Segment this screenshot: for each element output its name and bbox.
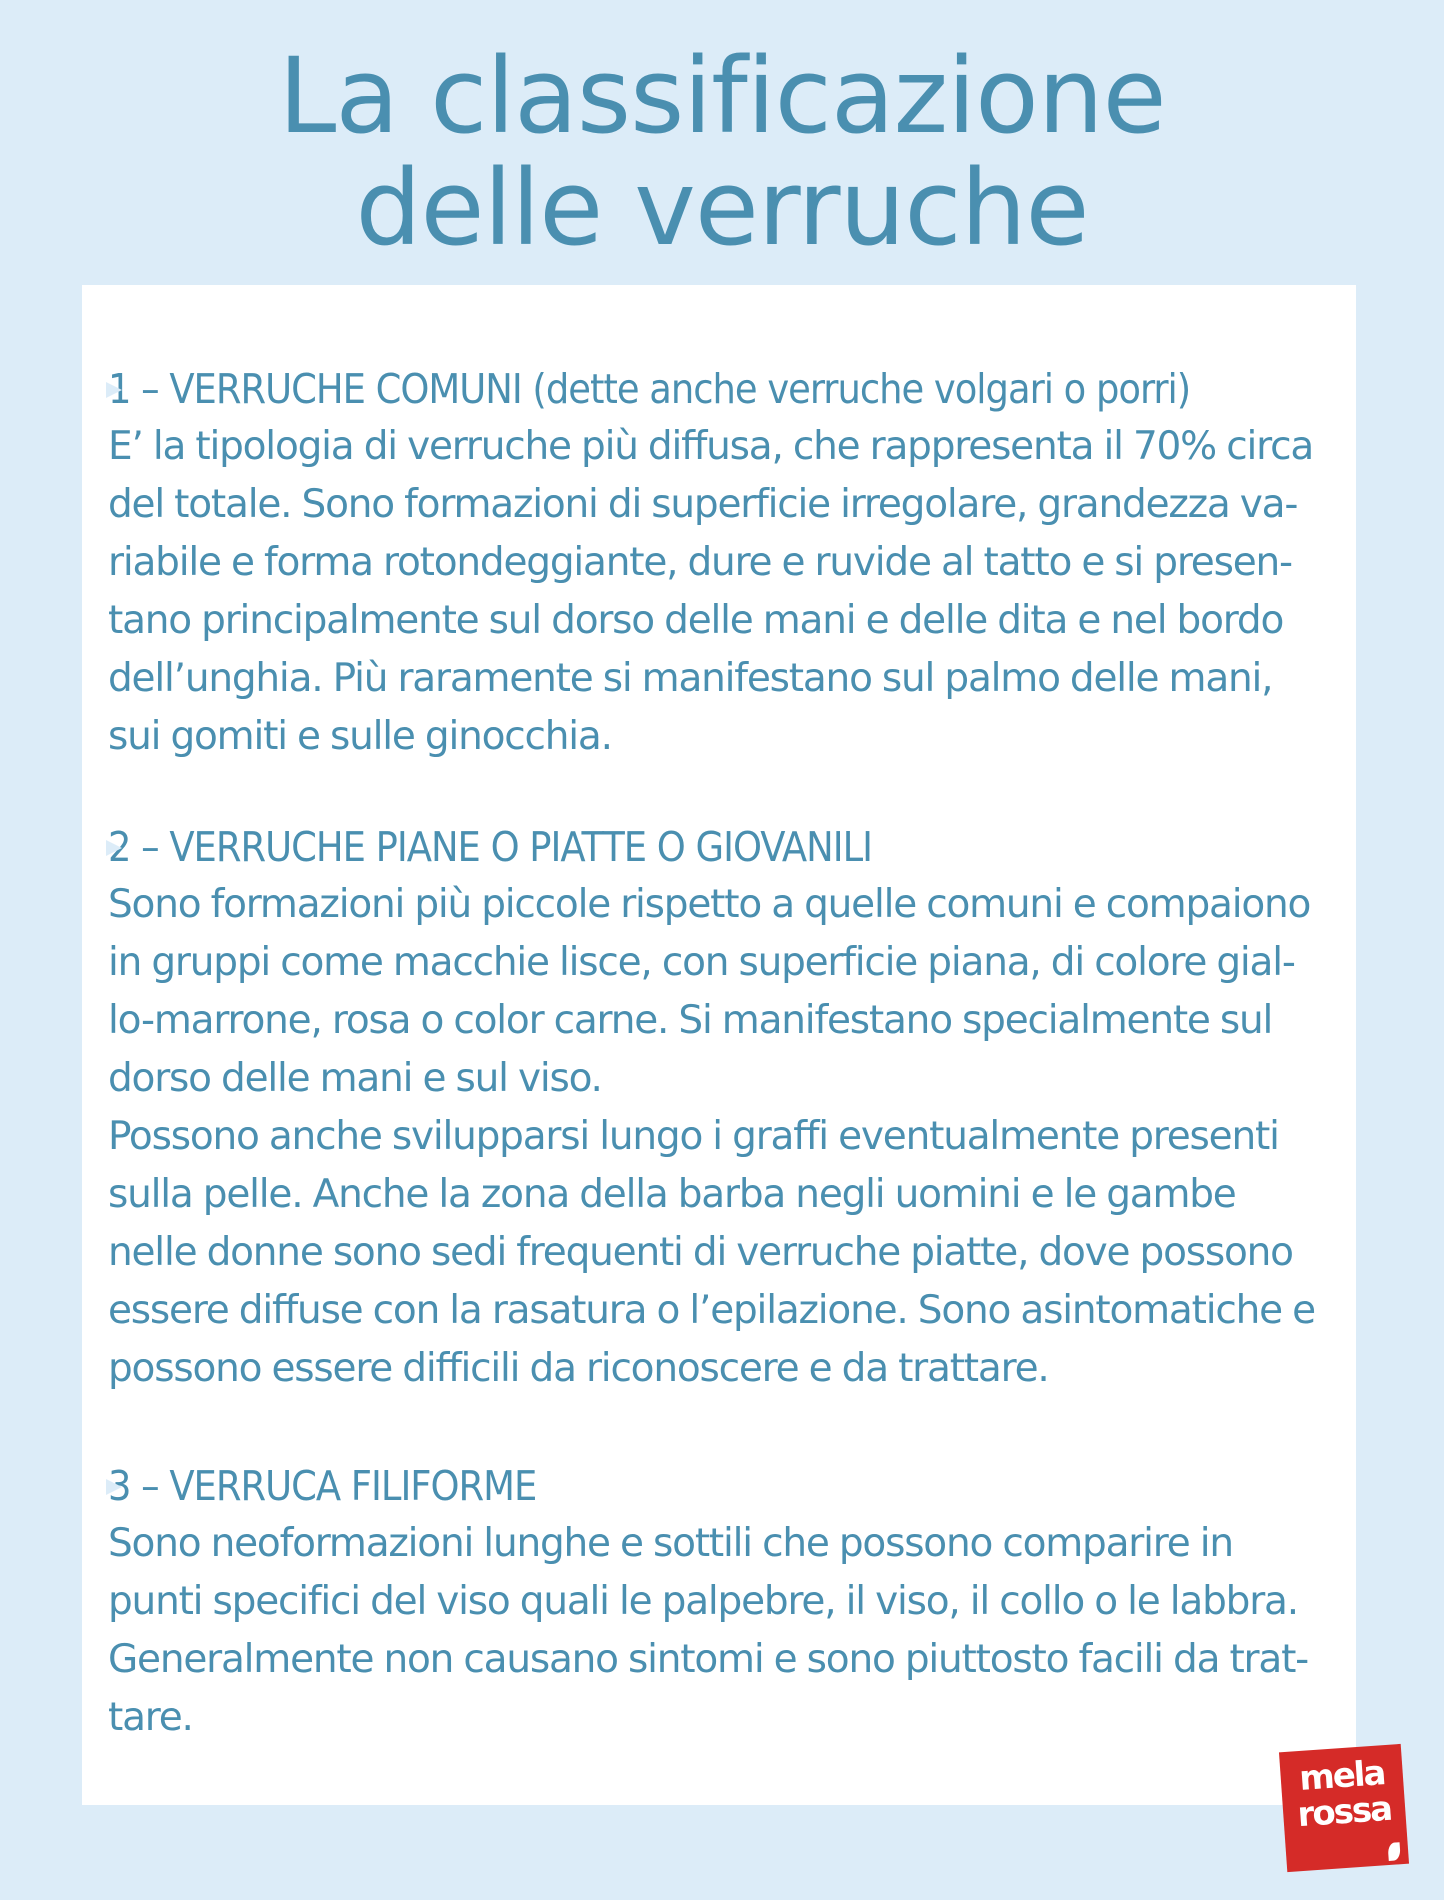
page-title — [0, 35, 1444, 269]
logo-text-line-2: rossa — [1296, 1788, 1393, 1836]
section-marker-icon — [106, 1479, 122, 1495]
title-line-2: delle verruche — [355, 147, 1089, 269]
section-body: Sono neoformazioni lunghe e sottili che possono comparire in punti specifici del viso quali le palpebre, il viso, il collo o le labbra. Generalmente non causano sintomi e sono piuttosto facili da trat- tare. — [108, 1521, 1309, 1740]
section-flat-warts — [108, 818, 1338, 1398]
leaf-icon — [1388, 1842, 1401, 1861]
section-common-warts — [108, 360, 1338, 766]
section-heading: 3 – VERRUCA FILIFORME — [108, 1462, 537, 1510]
content-card — [82, 285, 1356, 1805]
section-heading: 1 – VERRUCHE COMUNI (dette anche verruche volgari o porri) — [108, 365, 1191, 413]
title-line-1: La classificazione — [278, 35, 1166, 157]
section-heading: 2 – VERRUCHE PIANE O PIATTE O GIOVANILI — [108, 823, 873, 871]
section-marker-icon — [106, 382, 122, 398]
section-marker-icon — [106, 840, 122, 856]
melarossa-logo — [1279, 1744, 1409, 1872]
section-body: E’ la tipologia di verruche più diffusa, che rappresenta il 70% circa del totale. Sono formazioni di superficie irregolare, grandezza va- riabile e forma rotondeggiante, dure e ruvide al tatto e si presen- tano principalmente sul dorso delle mani e delle dita e nel bordo dell’unghia. Più raramente si manifestano sul palmo delle mani, sui gomiti e sulle ginocchia. — [108, 424, 1314, 759]
section-body: Sono formazioni più piccole rispetto a quelle comuni e compaiono in gruppi come macchie lisce, con superficie piana, di colore gial- lo-marrone, rosa o color carne. Si manifestano specialmente sul dorso delle mani e sul viso. Possono anche svilupparsi lungo i graffi eventualmente presenti sulla pelle. Anche la zona della barba negli uomini e le gambe nelle donne sono sedi frequenti di verruche piatte, dove possono essere diffuse con la rasatura o l’epilazione. Sono asintomatiche e possono essere difficili da riconoscere e da trattare. — [108, 882, 1315, 1391]
section-filiform-wart — [108, 1457, 1338, 1747]
logo-text-line-1: mela — [1297, 1753, 1386, 1799]
